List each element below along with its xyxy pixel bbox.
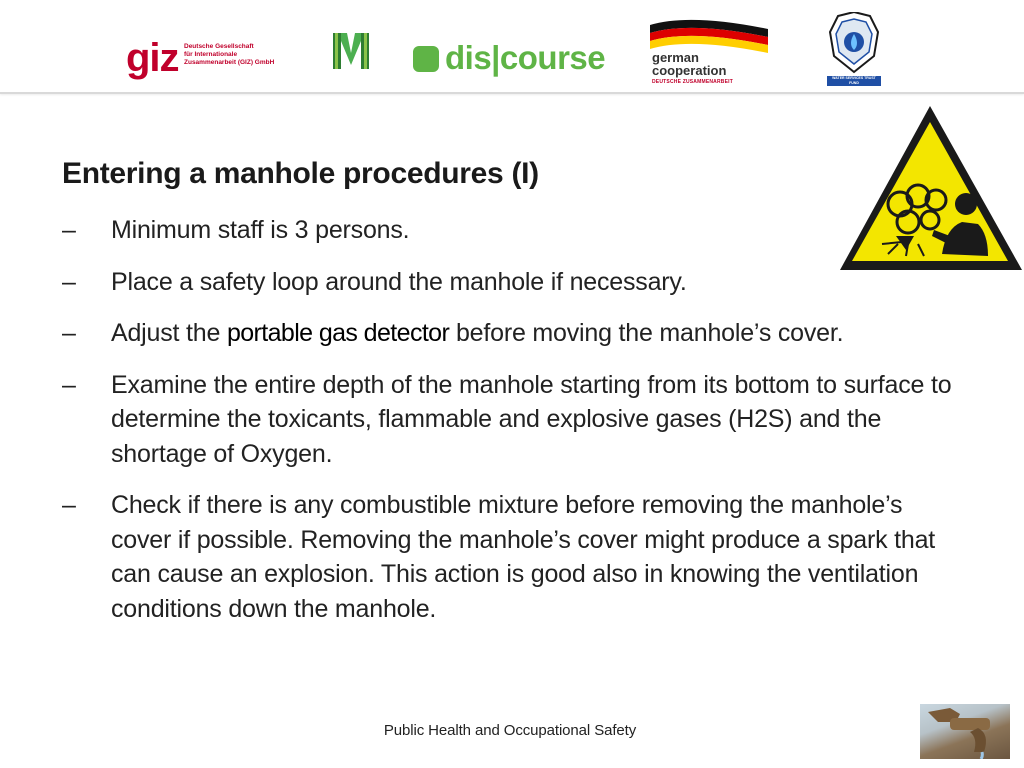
m-logo	[333, 31, 369, 71]
bullet-text-continued: before moving the manhole’s cover.	[449, 319, 844, 347]
german-line-2: cooperation	[652, 63, 727, 78]
bullet-item	[62, 213, 962, 248]
dash-marker: –	[62, 319, 76, 347]
giz-line-2: für Internationale	[184, 51, 238, 58]
bullet-item	[62, 316, 962, 351]
bullet-text: Check if there is any combustible mixture before removing the manhole’s cover if possible. Removing the manhole’s cover might produce a spark that can cause an explosion. This action is good also in knowing the ventilation conditions down the manhole.	[111, 491, 936, 623]
german-cooperation-text	[652, 51, 726, 77]
emblem-caption: WATER SERVICES TRUST FUND	[827, 76, 881, 86]
giz-fullname	[184, 43, 294, 67]
giz-line-1: Deutsche Gesellschaft	[184, 43, 254, 50]
dash-marker: –	[62, 370, 76, 399]
bullet-text: Examine the entire depth of the manhole starting from its bottom to surface to determine the toxicants, flammable and explosive gases (H2S) and the shortage of Oxygen.	[111, 370, 952, 468]
german-cooperation-logo	[646, 15, 772, 87]
kenya-emblem-logo	[824, 12, 884, 88]
water-tap-image	[920, 704, 1010, 759]
bullet-item	[62, 265, 962, 300]
bullet-text: Minimum staff is 3 persons.	[111, 216, 410, 244]
gas-detector-link[interactable]: portable gas detector	[226, 319, 450, 347]
dash-marker: –	[62, 491, 76, 519]
bullet-text: Adjust the	[111, 319, 227, 347]
giz-wordmark: giz	[126, 36, 179, 80]
german-flag-icon	[650, 15, 768, 53]
bullet-item	[62, 488, 962, 626]
slide-title: Entering a manhole procedures (I)	[62, 157, 539, 190]
giz-line-3: Zusammenarbeit (GIZ) GmbH	[184, 59, 275, 66]
bullet-text: Place a safety loop around the manhole if necessary.	[111, 267, 687, 296]
discourse-logo	[413, 39, 606, 76]
dash-marker: –	[62, 216, 76, 244]
german-subtitle: DEUTSCHE ZUSAMMENARBEIT	[652, 79, 733, 85]
shield-icon	[824, 12, 884, 76]
footer-text: Public Health and Occupational Safety	[383, 722, 637, 739]
giz-logo	[126, 38, 286, 82]
discourse-wordmark: dis|course	[445, 39, 606, 76]
logo-bar	[0, 0, 1024, 94]
dash-marker: –	[62, 267, 76, 296]
german-line-1: german	[652, 50, 699, 65]
discourse-square-icon	[413, 46, 439, 72]
bullet-list	[62, 213, 962, 643]
bullet-item	[62, 368, 962, 472]
